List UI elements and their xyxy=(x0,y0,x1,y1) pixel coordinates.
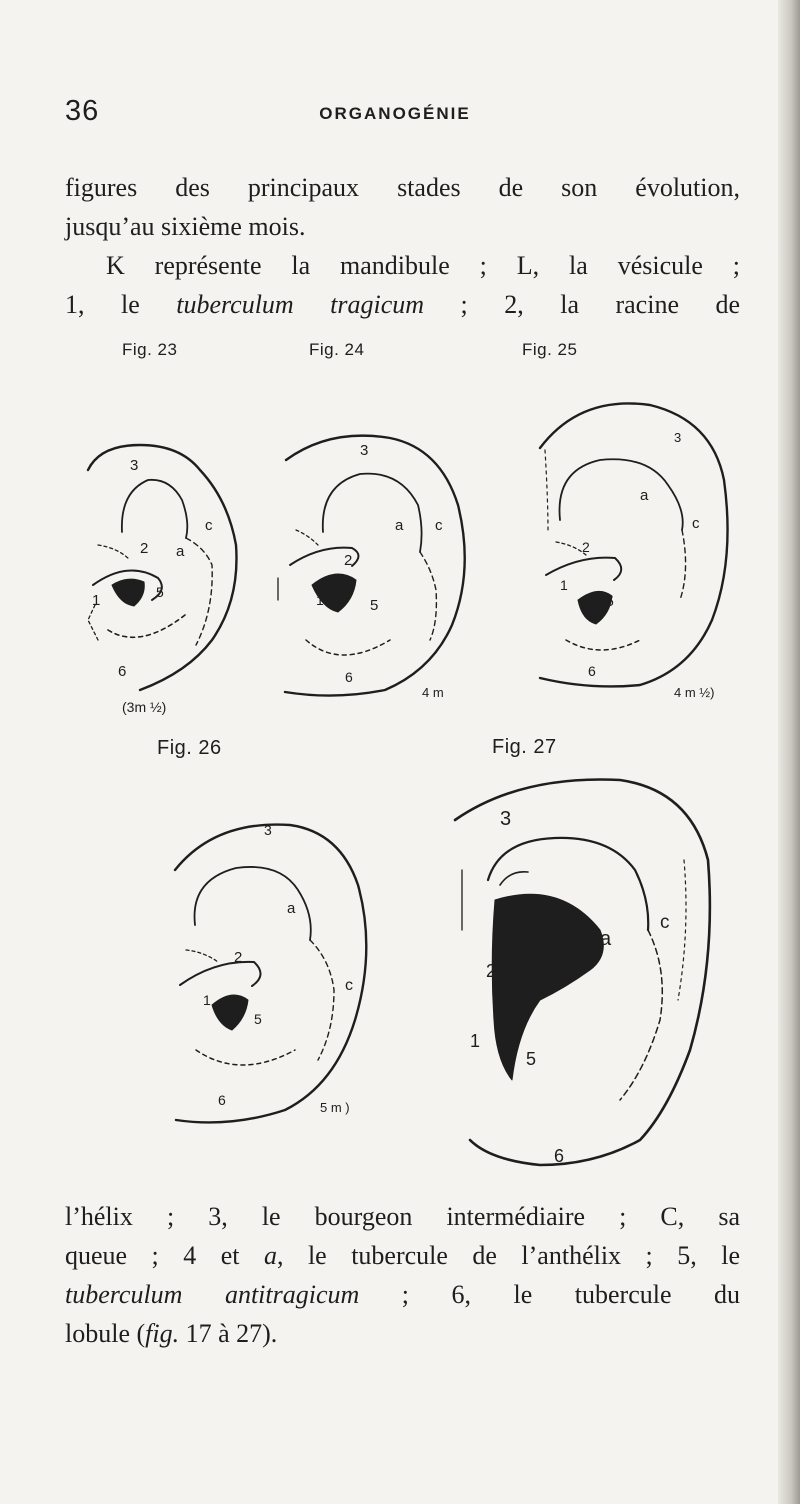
fig25-label-5: 5 xyxy=(606,593,614,609)
fig23-label-2: 2 xyxy=(140,540,149,557)
fig27-label-3: 3 xyxy=(500,808,512,830)
fig26-label-2: 2 xyxy=(234,949,243,966)
fig27-label-2: 2 xyxy=(486,961,497,981)
figure-caption-27: Fig. 27 xyxy=(492,736,557,758)
figure-24-drawing xyxy=(278,436,465,696)
fig25-stage: 4 m ½) xyxy=(674,685,715,700)
italic-term: tuberculum tragicum xyxy=(176,290,425,319)
figure-25-drawing xyxy=(540,403,728,686)
figure-26-drawing xyxy=(175,825,366,1123)
fig24-label-2: 2 xyxy=(344,552,353,569)
fig23-label-a: a xyxy=(176,543,185,560)
text-line xyxy=(65,1236,740,1275)
fig23-label-6: 6 xyxy=(118,663,127,680)
fig23-label-5: 5 xyxy=(156,584,164,600)
text-run: lobule ( xyxy=(65,1319,146,1348)
fig23-label-3: 3 xyxy=(130,457,139,474)
fig25-label-2: 2 xyxy=(582,539,590,555)
text-run: ; 2, la racine de xyxy=(424,290,741,319)
fig24-label-a: a xyxy=(395,517,404,534)
fig25-label-3: 3 xyxy=(674,430,682,445)
bottom-paragraph xyxy=(65,1197,740,1353)
fig26-label-3: 3 xyxy=(264,822,272,838)
figure-caption-25: Fig. 25 xyxy=(522,340,578,359)
fig25-label-a: a xyxy=(640,487,649,504)
fig24-stage: 4 m xyxy=(422,685,444,700)
text-run: , le tubercule de l’anthélix ; 5, le xyxy=(276,1241,740,1270)
running-title: ORGANOGÉNIE xyxy=(319,104,471,123)
text-run: 1, le xyxy=(65,290,177,319)
fig23-stage: (3m ½) xyxy=(122,699,167,715)
fig25-label-6: 6 xyxy=(588,663,596,679)
fig27-label-a: a xyxy=(600,928,612,950)
text-run: 17 à 27). xyxy=(179,1319,278,1348)
fig24-label-1: 1 xyxy=(316,592,324,608)
fig24-label-6: 6 xyxy=(345,669,353,685)
fig27-label-5: 5 xyxy=(526,1049,537,1069)
text-line: jusqu’au sixième mois. xyxy=(65,212,306,241)
fig27-label-c: c xyxy=(660,912,670,933)
text-line: K représente la mandibule ; L, la vésicule ; xyxy=(106,251,740,280)
fig26-label-a: a xyxy=(287,900,296,917)
figure-caption-23: Fig. 23 xyxy=(122,340,178,359)
fig26-stage: 5 m ) xyxy=(320,1100,350,1115)
fig25-label-c: c xyxy=(692,515,700,532)
italic-term: fig. xyxy=(145,1319,180,1348)
fig26-label-6: 6 xyxy=(218,1092,226,1108)
fig26-label-c: c xyxy=(345,977,353,994)
figure-caption-26: Fig. 26 xyxy=(157,737,222,759)
text-line: figures des principaux stades de son évolution, xyxy=(65,173,740,202)
text-line xyxy=(65,1275,740,1314)
fig25-label-1: 1 xyxy=(560,577,568,593)
fig23-label-c: c xyxy=(205,517,213,534)
fig27-label-6: 6 xyxy=(554,1146,565,1166)
italic-term: a xyxy=(263,1241,277,1270)
fig24-label-5: 5 xyxy=(370,597,379,614)
text-line xyxy=(65,1314,740,1353)
figure-caption-24: Fig. 24 xyxy=(309,340,365,359)
fig24-label-3: 3 xyxy=(360,442,369,459)
fig27-label-1: 1 xyxy=(470,1031,481,1051)
fig26-label-1: 1 xyxy=(203,992,211,1008)
text-line: l’hélix ; 3, le bourgeon intermédiaire ; C, sa xyxy=(65,1202,740,1231)
fig24-label-c: c xyxy=(435,517,443,534)
page-number: 36 xyxy=(65,95,100,127)
italic-term: tuberculum antitragicum xyxy=(65,1280,360,1309)
fig26-label-5: 5 xyxy=(254,1011,262,1027)
text-run: queue ; 4 et xyxy=(65,1241,264,1270)
text-run: ; 6, le tubercule du xyxy=(359,1280,740,1309)
fig23-label-1: 1 xyxy=(92,592,101,609)
figure-23-drawing xyxy=(88,445,237,690)
